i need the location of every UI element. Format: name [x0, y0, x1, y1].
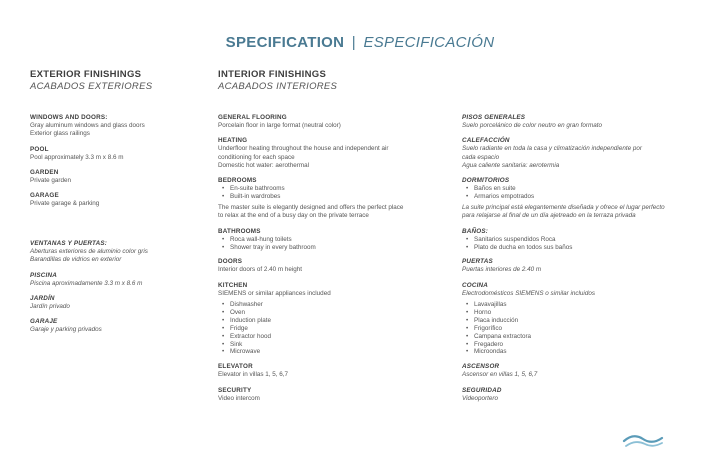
spec-section-puertas: [462, 257, 702, 274]
section-line: Underfloor heating throughout the house and independent air: [218, 145, 389, 153]
exterior-heading: [30, 69, 152, 92]
section-line: Elevator in villas 1, 5, 6,7: [218, 371, 289, 379]
section-line: Suelo porcelánico de color neutro en gran formato: [462, 122, 603, 129]
list-item: • Campana extractora: [466, 333, 702, 341]
section-title: VENTANAS Y PUERTAS:: [30, 240, 108, 247]
bullet-list: [218, 236, 448, 252]
section-line: para relajarse al final de un día ajetreado en la terraza privada: [462, 212, 636, 220]
section-title: PISCINA: [30, 271, 57, 279]
section-title: SECURITY: [218, 386, 252, 394]
title-en: SPECIFICATION: [225, 34, 345, 51]
list-item: • Frigorífico: [466, 325, 702, 333]
section-title: PUERTAS: [462, 258, 493, 266]
spec-section-ventanas: [30, 239, 210, 265]
list-item: • Microwave: [222, 348, 448, 356]
section-line: Domestic hot water: aerothermal: [218, 161, 309, 169]
interior-heading-es: ACABADOS INTERIORES: [218, 81, 338, 92]
spec-section-heating: [218, 136, 448, 170]
section-line: to relax at the end of a busy day on the private terrace: [218, 212, 369, 220]
section-line: cada espacio: [462, 153, 500, 161]
section-title: POOL: [30, 145, 49, 153]
list-item: • Shower tray in every bathroom: [222, 244, 448, 252]
section-title: GARAGE: [30, 192, 59, 200]
section-line: Videoportero: [462, 394, 498, 402]
section-title: GARAJE: [30, 318, 58, 326]
section-title: GENERAL FLOORING: [218, 114, 287, 121]
interior-en-column: [218, 113, 448, 409]
section-title: GARDEN: [30, 168, 59, 176]
spec-section-flooring: [218, 113, 448, 130]
section-title: BAÑOS:: [462, 227, 489, 235]
title-separator: |: [351, 34, 356, 51]
section-line: Suelo radiante en toda la casa y climatización independiente por: [462, 145, 642, 153]
list-item: • En-suite bathrooms: [222, 185, 448, 193]
spec-section-bedrooms: [218, 176, 448, 220]
page-title: [0, 34, 720, 51]
bullet-list: [462, 236, 702, 252]
list-item: • Plato de ducha en todos sus baños: [466, 244, 702, 252]
spec-section-kitchen: [218, 281, 448, 357]
spec-section-garage: [30, 191, 210, 208]
section-title: KITCHEN: [218, 281, 248, 289]
exterior-en-column: [30, 113, 210, 214]
section-line: Private garden: [30, 176, 71, 184]
list-item: • Lavavajillas: [466, 301, 702, 309]
interior-heading: [218, 69, 337, 92]
spec-section-cocina: [462, 281, 702, 357]
list-item: • Dishwasher: [222, 301, 448, 309]
interior-es-column: [462, 113, 702, 409]
wave-logo-icon: [622, 432, 664, 450]
title-es: ESPECIFICACIÓN: [363, 34, 495, 51]
section-title: CALEFACCIÓN: [462, 137, 510, 145]
section-line: SIEMENS or similar appliances included: [218, 289, 331, 297]
section-line: Jardín privado: [30, 302, 70, 310]
section-title: SEGURIDAD: [462, 386, 502, 394]
list-item: • Fregadero: [466, 341, 702, 349]
section-line: Exterior glass railings: [30, 130, 90, 138]
section-line: Piscina aproximadamente 3.3 m x 8.6 m: [30, 279, 143, 287]
spec-section-ascensor: [462, 362, 702, 379]
spec-section-calefaccion: [462, 136, 702, 170]
list-item: • Roca wall-hung toilets: [222, 236, 448, 244]
section-title: BATHROOMS: [218, 227, 261, 235]
list-item: • Sanitarios suspendidos Roca: [466, 236, 702, 244]
list-item: • Microondas: [466, 348, 702, 356]
section-title: HEATING: [218, 137, 248, 145]
spec-section-seguridad: [462, 386, 702, 403]
spec-section-garden: [30, 168, 210, 185]
spec-section-doors: [218, 257, 448, 274]
section-title: DORMITORIOS: [462, 177, 510, 185]
list-item: • Oven: [222, 309, 448, 317]
list-item: • Fridge: [222, 325, 448, 333]
section-line: La suite principal está elegantemente diseñada y ofrece el lugar perfecto: [462, 204, 665, 211]
section-line: Puertas interiores de 2.40 m: [462, 266, 542, 274]
list-item: • Horno: [466, 309, 702, 317]
list-item: • Armarios empotrados: [466, 193, 702, 201]
spec-section-pisos: [462, 113, 702, 130]
section-title: JARDÍN: [30, 294, 55, 302]
section-line: Aberturas exteriores de aluminio color gris: [30, 248, 148, 255]
list-item: • Built-in wardrobes: [222, 193, 448, 201]
spec-section-piscina: [30, 271, 210, 288]
section-line: Private garage & parking: [30, 200, 100, 208]
section-line: Garaje y parking privados: [30, 326, 102, 334]
list-item: • Induction plate: [222, 317, 448, 325]
list-item: • Extractor hood: [222, 333, 448, 341]
spec-section-banos: [462, 227, 702, 252]
section-title: PISOS GENERALES: [462, 114, 526, 121]
section-line: Gray aluminum windows and glass doors: [30, 122, 145, 129]
section-line: Barandillas de vidrios en exterior: [30, 256, 122, 264]
section-title: ASCENSOR: [462, 363, 500, 371]
interior-heading-en: INTERIOR FINISHINGS: [218, 69, 327, 80]
section-line: Interior doors of 2.40 m height: [218, 266, 303, 274]
section-line: Electrodomésticos SIEMENS o similar incluidos: [462, 289, 595, 297]
exterior-heading-en: EXTERIOR FINISHINGS: [30, 69, 142, 80]
exterior-heading-es: ACABADOS EXTERIORES: [30, 81, 153, 92]
spec-section-elevator: [218, 362, 448, 379]
section-title: ELEVATOR: [218, 363, 253, 371]
section-line: Video intercom: [218, 394, 260, 402]
list-item: • Placa inducción: [466, 317, 702, 325]
section-line: Pool approximately 3.3 m x 8.6 m: [30, 153, 124, 161]
spec-section-garaje: [30, 317, 210, 334]
spec-section-pool: [30, 145, 210, 162]
bullet-list: [218, 301, 448, 356]
section-line: conditioning for each space: [218, 153, 295, 161]
bullet-list: [218, 185, 448, 201]
spec-section-dormitorios: [462, 176, 702, 220]
section-title: COCINA: [462, 281, 489, 289]
spec-section-jardin: [30, 294, 210, 311]
exterior-es-column: [30, 239, 210, 340]
section-line: The master suite is elegantly designed and offers the perfect place: [218, 204, 404, 211]
section-title: DOORS: [218, 258, 243, 266]
list-item: • Sink: [222, 341, 448, 349]
section-title: WINDOWS AND DOORS:: [30, 114, 108, 121]
section-line: Agua caliente sanitaria: aerotermia: [462, 161, 560, 169]
section-line: Porcelain floor in large format (neutral color): [218, 122, 341, 129]
list-item: • Baños en suite: [466, 185, 702, 193]
section-line: Ascensor en villas 1, 5, 6,7: [462, 371, 538, 379]
bullet-list: [462, 185, 702, 201]
bullet-list: [462, 301, 702, 356]
spec-section-security: [218, 386, 448, 403]
spec-section-bathrooms: [218, 227, 448, 252]
section-title: BEDROOMS: [218, 177, 257, 185]
spec-section-windows: [30, 113, 210, 139]
